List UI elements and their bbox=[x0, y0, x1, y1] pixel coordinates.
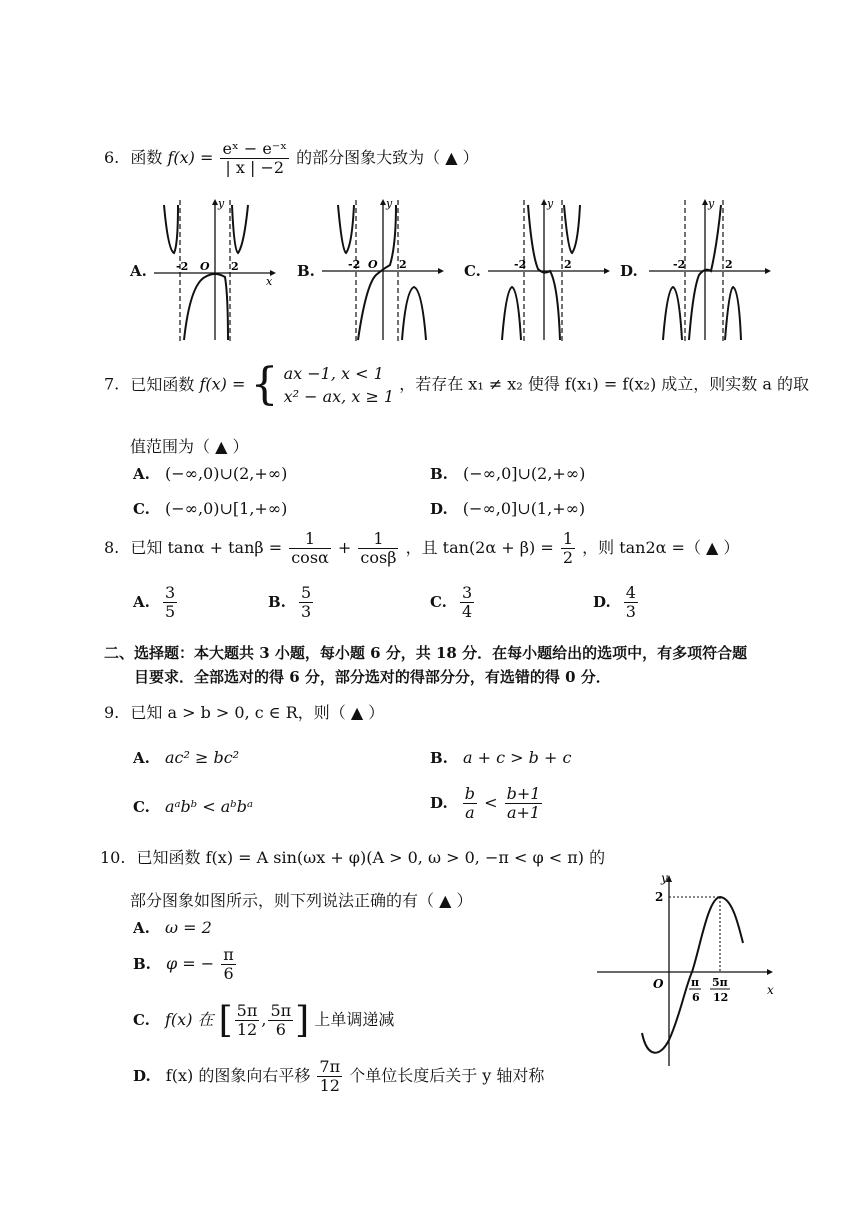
q6-numerator: eˣ − e⁻ˣ bbox=[222, 139, 288, 158]
x-axis-arrow bbox=[438, 268, 444, 274]
q8-b-den: 3 bbox=[301, 602, 312, 621]
q7-option-d-text: (−∞,0]∪(1,+∞) bbox=[462, 499, 586, 518]
section2-line1: 二、选择题：本大题共 3 小题，每小题 6 分，共 18 分．在每小题给出的选项中，有多项符合题 bbox=[104, 644, 748, 662]
label-y: y bbox=[708, 197, 715, 210]
q8-b-num: 5 bbox=[301, 583, 312, 602]
label-y: y bbox=[386, 197, 393, 210]
curve-middle bbox=[358, 205, 396, 340]
q8-option-d-frac bbox=[624, 584, 638, 621]
q10-c-frac-1 bbox=[235, 1002, 260, 1039]
curve-left bbox=[502, 287, 521, 340]
q6-option-b-label: B. bbox=[297, 262, 315, 280]
q8-option-b-frac bbox=[299, 584, 313, 621]
q10-option-c: C. f(x) 在 [ $\frac{5\pi}{12}$ , $\frac{5\pi}{6}$ ] 上单调递减 bbox=[133, 1000, 395, 1041]
q6-fraction bbox=[220, 140, 289, 177]
q8-d-den: 3 bbox=[625, 602, 636, 621]
q7-option-b bbox=[430, 464, 585, 483]
label-neg2: -2 bbox=[673, 258, 686, 271]
q9-stem bbox=[104, 700, 384, 723]
q7-cases bbox=[284, 362, 395, 408]
q8-a-den: 5 bbox=[164, 602, 176, 621]
label-neg2: -2 bbox=[176, 260, 189, 273]
q7-option-c-text: (−∞,0)∪[1,+∞) bbox=[165, 499, 288, 518]
q7-case-2: x² − ax, x ≥ 1 bbox=[283, 387, 395, 406]
q7-option-d-label: D. bbox=[430, 500, 448, 518]
curve-left bbox=[338, 205, 354, 253]
q10-c-d1: 12 bbox=[236, 1020, 258, 1039]
label-neg2: -2 bbox=[514, 258, 527, 271]
curve-right bbox=[232, 205, 248, 253]
tick1-num: π bbox=[691, 976, 700, 989]
q8-option-a-label: A. bbox=[133, 593, 150, 611]
q10-c-d2: 6 bbox=[275, 1020, 286, 1039]
q8-fraction-1 bbox=[289, 530, 331, 567]
q8-c-den: 4 bbox=[462, 602, 473, 621]
label-origin: O bbox=[368, 258, 378, 271]
q10-option-d-pre: f(x) 的图象向右平移 bbox=[165, 1066, 311, 1085]
q6-option-a-label: A. bbox=[130, 262, 147, 280]
q6-lead: 函数 bbox=[130, 148, 163, 167]
curve-left bbox=[663, 287, 682, 340]
q10-option-d bbox=[133, 1058, 544, 1095]
q8-option-b-label: B. bbox=[268, 593, 286, 611]
q8-f3-num: 1 bbox=[562, 529, 574, 548]
q8-d-num: 4 bbox=[625, 583, 636, 602]
q10-option-a-text: ω = 2 bbox=[164, 918, 212, 937]
label-two: 2 bbox=[655, 890, 664, 904]
q7-option-a bbox=[133, 464, 287, 483]
q10-graph bbox=[595, 868, 785, 1068]
q7-case-1: ax −1, x < 1 bbox=[283, 364, 384, 383]
q9-d-den2: a+1 bbox=[506, 803, 541, 822]
q8-f2-num: 1 bbox=[358, 530, 398, 549]
q8-fraction-3 bbox=[561, 530, 575, 567]
q9-option-d-label: D. bbox=[430, 794, 448, 812]
q8-option-c bbox=[430, 584, 476, 621]
q7-lead: 已知函数 bbox=[130, 374, 195, 394]
q7-option-a-label: A. bbox=[133, 465, 150, 483]
sine-curve bbox=[642, 897, 743, 1053]
label-2: 2 bbox=[399, 258, 407, 271]
q9-text: 已知 a > b > 0, c ∈ R，则（ ▲ ） bbox=[130, 703, 385, 722]
curve-right bbox=[564, 205, 580, 253]
q9-option-a bbox=[133, 748, 239, 767]
q10-d-num: 7π bbox=[319, 1057, 341, 1076]
q7-line2: 值范围为（ ▲ ） bbox=[130, 437, 249, 456]
q7-option-c bbox=[133, 499, 287, 518]
q7-fx: f(x) = bbox=[199, 374, 246, 394]
q10-d-frac bbox=[317, 1058, 342, 1095]
q8-f1-den: cosα bbox=[291, 548, 329, 567]
q8-option-b bbox=[268, 584, 315, 621]
q9-d-op: < bbox=[484, 793, 498, 812]
q6-graph-c bbox=[484, 195, 614, 345]
x-axis-arrow bbox=[604, 268, 610, 274]
curve-right bbox=[402, 287, 426, 340]
q10-option-c-label: C. bbox=[133, 1011, 150, 1029]
x-axis-arrow bbox=[765, 268, 771, 274]
q9-d-frac-1 bbox=[463, 785, 477, 822]
q9-option-a-text: ac² ≥ bc² bbox=[164, 748, 240, 767]
q8-lead: 已知 tanα + tanβ = bbox=[130, 538, 283, 557]
q6-graph-a bbox=[150, 195, 280, 345]
q8-mid: ，且 tan(2α + β) = bbox=[405, 538, 554, 557]
q9-option-b bbox=[430, 748, 571, 767]
label-neg2: -2 bbox=[348, 258, 361, 271]
q9-option-d bbox=[430, 785, 544, 822]
q9-d-frac-2 bbox=[505, 785, 543, 822]
q6-stem bbox=[104, 140, 479, 177]
q8-option-d bbox=[593, 584, 640, 621]
tick2-den: 12 bbox=[713, 991, 729, 1004]
q10-c-rbracket: ] bbox=[295, 1000, 310, 1041]
q9-d-num1: b bbox=[464, 784, 476, 803]
q10-c-lbracket: [ bbox=[218, 1000, 233, 1041]
curve-left bbox=[164, 205, 178, 253]
q7-tail: ，若存在 x₁ ≠ x₂ 使得 f(x₁) = f(x₂) 成立，则实数 a 的取 bbox=[399, 374, 809, 394]
q7-number: 7. bbox=[104, 374, 120, 394]
q10-c-n2: 5π bbox=[270, 1001, 292, 1020]
q8-plus: + bbox=[337, 538, 352, 557]
q10-option-c-pre: f(x) 在 bbox=[165, 1010, 214, 1029]
q8-option-a bbox=[133, 584, 179, 621]
q7-option-d bbox=[430, 499, 585, 518]
q10-option-a bbox=[133, 918, 212, 937]
q8-option-c-frac bbox=[460, 584, 474, 621]
q9-number: 9. bbox=[104, 703, 120, 722]
q9-option-c bbox=[133, 797, 253, 816]
q6-denominator: | x | −2 bbox=[225, 158, 285, 177]
q10-b-num: π bbox=[223, 945, 234, 964]
q10-c-n1: 5π bbox=[236, 1001, 258, 1020]
q8-a-num: 3 bbox=[164, 583, 176, 602]
label-y: y bbox=[547, 197, 554, 210]
q10-line2: 部分图象如图所示，则下列说法正确的有（ ▲ ） bbox=[130, 891, 473, 910]
q9-d-num2: b+1 bbox=[506, 784, 541, 803]
q8-f2-den: cosβ bbox=[360, 548, 397, 567]
q6-graph-d bbox=[645, 195, 775, 345]
q7-brace: { bbox=[250, 359, 279, 410]
q9-d-den1: a bbox=[465, 803, 475, 822]
q6-option-c-label: C. bbox=[464, 262, 481, 280]
q7-option-a-text: (−∞,0)∪(2,+∞) bbox=[164, 464, 288, 483]
label-2: 2 bbox=[231, 260, 239, 273]
q10-text: 已知函数 f(x) = A sin(ωx + φ)(A > 0, ω > 0, −π < φ < π) 的 bbox=[136, 848, 606, 867]
q8-option-d-label: D. bbox=[593, 593, 611, 611]
label-x: x bbox=[266, 275, 273, 288]
tick1-den: 6 bbox=[692, 991, 700, 1004]
q7-option-b-label: B. bbox=[430, 465, 448, 483]
q10-option-d-post: 个单位长度后关于 y 轴对称 bbox=[349, 1066, 545, 1085]
q10-option-d-label: D. bbox=[133, 1067, 151, 1085]
label-origin: O bbox=[200, 260, 210, 273]
label-x: x bbox=[767, 983, 774, 997]
q10-number: 10. bbox=[100, 848, 126, 867]
curve-middle bbox=[184, 274, 228, 340]
q10-c-frac-2 bbox=[268, 1002, 293, 1039]
x-axis-arrow bbox=[767, 969, 773, 975]
q9-option-b-text: a + c > b + c bbox=[463, 748, 572, 767]
q8-option-a-frac bbox=[163, 584, 177, 621]
label-y: y bbox=[218, 197, 225, 210]
q10-option-c-post: 上单调递减 bbox=[314, 1010, 395, 1029]
q7-stem bbox=[104, 359, 809, 410]
q8-f1-num: 1 bbox=[289, 530, 331, 549]
q10-d-den: 12 bbox=[319, 1076, 340, 1095]
q8-number: 8. bbox=[104, 538, 120, 557]
q9-option-c-label: C. bbox=[133, 798, 150, 816]
q8-stem bbox=[104, 530, 739, 567]
q6-tail: 的部分图象大致为（ ▲ ） bbox=[296, 148, 479, 167]
q8-c-num: 3 bbox=[462, 583, 473, 602]
q9-option-a-label: A. bbox=[133, 749, 150, 767]
tick2-num: 5π bbox=[712, 976, 728, 989]
q9-option-b-label: B. bbox=[430, 749, 448, 767]
q8-fraction-2 bbox=[358, 530, 398, 567]
label-y: y bbox=[661, 871, 668, 885]
q8-tail: ，则 tan2α =（ ▲ ） bbox=[582, 538, 740, 557]
q10-option-b bbox=[133, 946, 238, 983]
curve-right bbox=[725, 287, 741, 340]
q6-option-d-label: D. bbox=[620, 262, 638, 280]
q10-b-frac bbox=[221, 946, 236, 983]
q7-option-b-text: (−∞,0]∪(2,+∞) bbox=[463, 464, 586, 483]
section2-line2: 目要求．全部选对的得 6 分，部分选对的得部分分，有选错的得 0 分． bbox=[134, 668, 611, 686]
q8-option-c-label: C. bbox=[430, 593, 447, 611]
q10-b-den: 6 bbox=[223, 964, 234, 983]
q8-f3-den: 2 bbox=[562, 548, 574, 567]
label-2: 2 bbox=[564, 258, 572, 271]
q6-number: 6. bbox=[104, 148, 120, 167]
label-origin: O bbox=[653, 977, 664, 991]
q7-option-c-label: C. bbox=[133, 500, 150, 518]
q10-option-a-label: A. bbox=[133, 919, 150, 937]
label-2: 2 bbox=[725, 258, 733, 271]
q6-graph-b bbox=[318, 195, 448, 345]
q10-stem bbox=[100, 845, 605, 868]
q10-option-b-label: B. bbox=[133, 955, 151, 973]
q6-fx: f(x) = bbox=[167, 148, 214, 167]
q10-option-b-pre: φ = − bbox=[166, 954, 215, 973]
q9-option-c-text: aᵃbᵇ < aᵇbᵃ bbox=[165, 797, 253, 816]
